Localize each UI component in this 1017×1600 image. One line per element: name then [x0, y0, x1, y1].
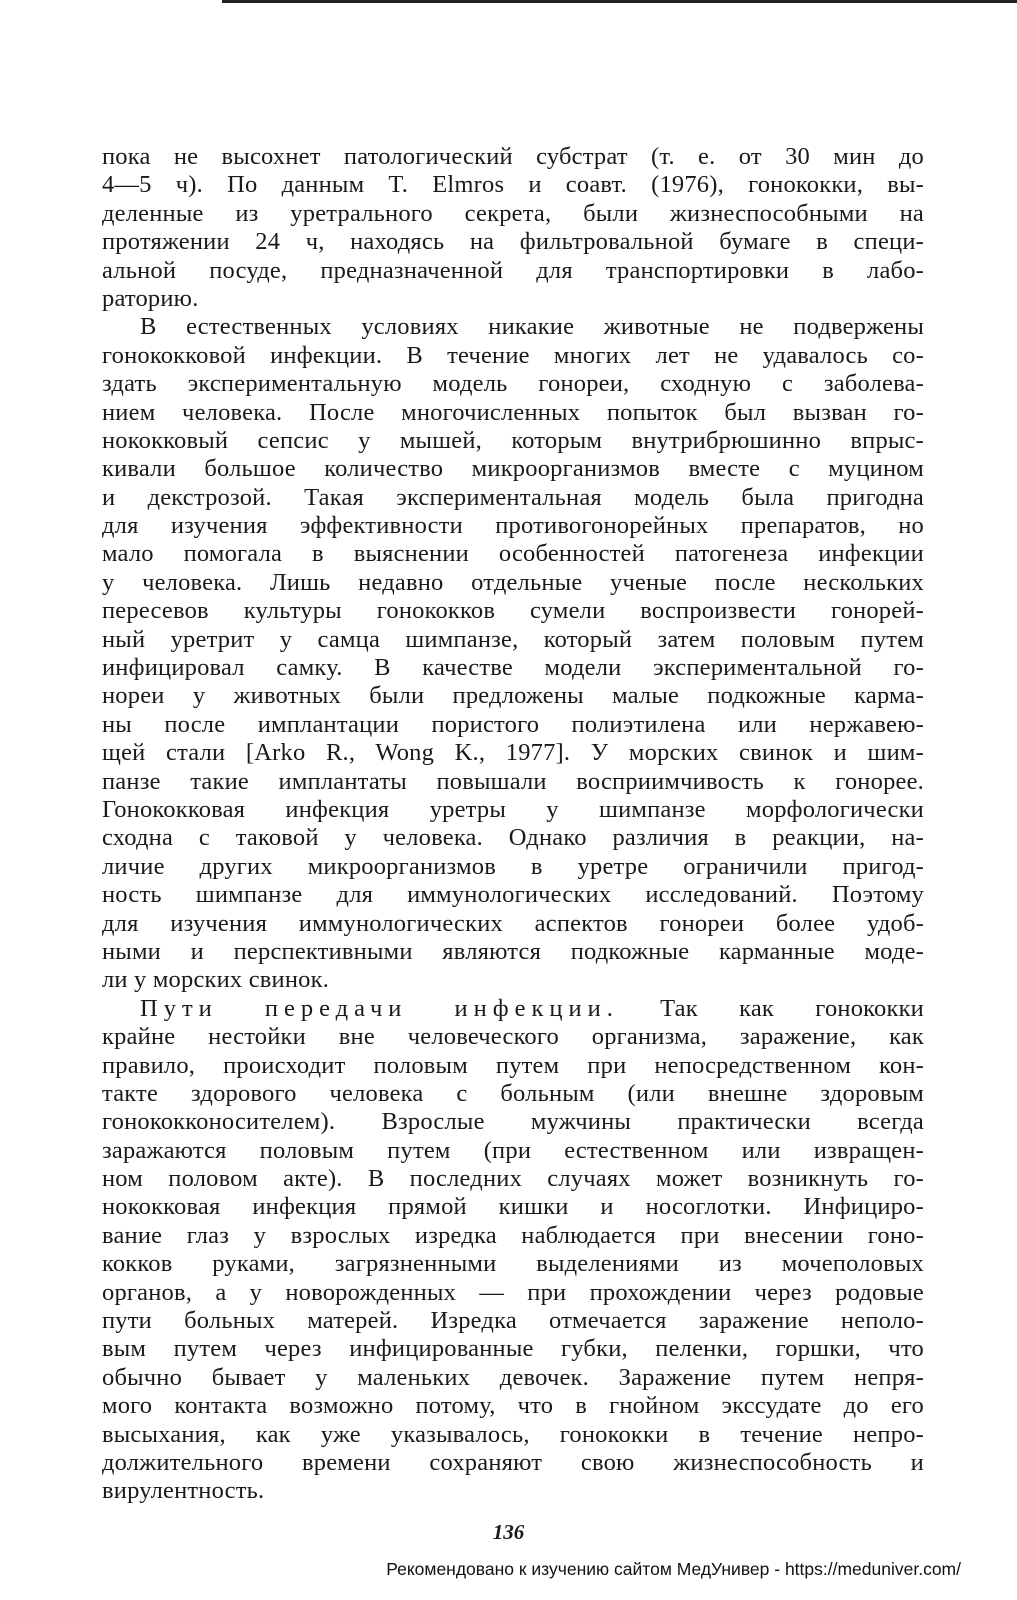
text-line: раторию.: [102, 284, 199, 312]
text-line: щей стали [Arko R., Wong K., 1977]. У морских свинок и шим-: [102, 739, 924, 767]
text-line: пересевов культуры гонококков сумели воспроизвести гонорей-: [102, 597, 924, 625]
text-line: сходна с таковой у человека. Однако различия в реакции, на-: [102, 824, 924, 852]
text-line: Гонококковая инфекция уретры у шимпанзе морфологически: [102, 795, 924, 823]
text-line: заражаются половым путем (при естественном или извращен-: [102, 1136, 924, 1164]
text-line: и декстрозой. Такая экспериментальная модель была пригодна: [102, 483, 924, 511]
text-line: нореи у животных были предложены малые подкожные карма-: [102, 682, 924, 710]
paragraph-2: [102, 313, 924, 994]
text-line: нием человека. После многочисленных попыток был вызван го-: [102, 398, 924, 426]
text-line: пути больных матерей. Изредка отмечается заражение неполо-: [102, 1307, 924, 1335]
text-line: личие других микроорганизмов в уретре ограничили пригод-: [102, 852, 924, 880]
top-rule: [222, 0, 1017, 3]
text-line: обычно бывает у маленьких девочек. Заражение путем непря-: [102, 1363, 924, 1391]
text-line: для изучения иммунологических аспектов гонореи более удоб-: [102, 909, 924, 937]
page-body: [102, 143, 924, 1506]
text-line: у человека. Лишь недавно отдельные ученые после нескольких: [102, 568, 924, 596]
page-number: 136: [492, 1520, 525, 1544]
paragraph-1: [102, 143, 924, 313]
text-line: крайне нестойки вне человеческого организма, заражение, как: [102, 1023, 924, 1051]
text-line: ными и перспективными являются подкожные карманные моде-: [102, 937, 924, 965]
text-line: кокков руками, загрязненными выделениями из мочеполовых: [102, 1250, 924, 1278]
text-line: альной посуде, предназначенной для транспортировки в лабо-: [102, 256, 924, 284]
text-line: ли у морских свинок.: [102, 966, 330, 994]
text-line: здать экспериментальную модель гонореи, сходную с заболева-: [102, 370, 924, 398]
text-line: правило, происходит половым путем при непосредственном кон-: [102, 1051, 924, 1079]
text-line: инфицировал самку. В качестве модели экспериментальной го-: [102, 654, 924, 682]
text-line: для изучения эффективности противогонорейных препаратов, но: [102, 512, 924, 540]
text-line: [102, 995, 924, 1023]
text-line: высыхания, как уже указывалось, гонококки в течение непро-: [102, 1420, 924, 1448]
text-line: такте здорового человека с больным (или внешне здоровым: [102, 1079, 924, 1107]
text-line: ном половом акте). В последних случаях может возникнуть го-: [102, 1165, 924, 1193]
text-line: протяжении 24 ч, находясь на фильтровальной бумаге в специ-: [102, 228, 924, 256]
text-line: гонококконосителем). Взрослые мужчины практически всегда: [102, 1108, 924, 1136]
text-line: нококковый сепсис у мышей, которым внутрибрюшинно впрыс-: [102, 426, 924, 454]
text-line: должительного времени сохраняют свою жизнеспособность и: [102, 1448, 924, 1476]
text-line: ность шимпанзе для иммунологических исследований. Поэтому: [102, 881, 924, 909]
text-line: ны после имплантации пористого полиэтилена или нержавею-: [102, 710, 924, 738]
text-line: мого контакта возможно потому, что в гнойном экссудате до его: [102, 1392, 924, 1420]
text-line: вым путем через инфицированные губки, пеленки, горшки, что: [102, 1335, 924, 1363]
text-line: органов, а у новорожденных — при прохождении через родовые: [102, 1278, 924, 1306]
text-line: 4—5 ч). По данным T. Elmros и соавт. (1976), гонококки, вы-: [102, 171, 924, 199]
text-line: деленные из уретрального секрета, были жизнеспособными на: [102, 199, 924, 227]
text-line: панзе такие имплантаты повышали восприимчивость к гонорее.: [102, 767, 924, 795]
text-line: В естественных условиях никакие животные не подвержены: [140, 313, 924, 341]
heading-line-text: Так как гонококки: [660, 994, 924, 1022]
text-line: мало помогала в выяснении особенностей патогенеза инфекции: [102, 540, 924, 568]
footer-watermark: Рекомендовано к изучению сайтом МедУнивер - https://meduniver.com/: [386, 1559, 961, 1579]
text-line: пока не высохнет патологический субстрат (т. е. от 30 мин до: [102, 143, 924, 170]
text-line: кивали большое количество микроорганизмов вместе с муцином: [102, 455, 924, 483]
text-line: вирулентность.: [102, 1477, 265, 1505]
text-line: вание глаз у взрослых изредка наблюдается при внесении гоно-: [102, 1221, 924, 1249]
text-line: нококковая инфекция прямой кишки и носоглотки. Инфициро-: [102, 1193, 924, 1221]
text-line: ный уретрит у самца шимпанзе, который затем половым путем: [102, 625, 924, 653]
paragraph-3: [102, 995, 924, 1506]
text-line: гонококковой инфекции. В течение многих лет не удавалось со-: [102, 341, 924, 369]
section-heading: Пути передачи инфекции.: [140, 994, 619, 1022]
